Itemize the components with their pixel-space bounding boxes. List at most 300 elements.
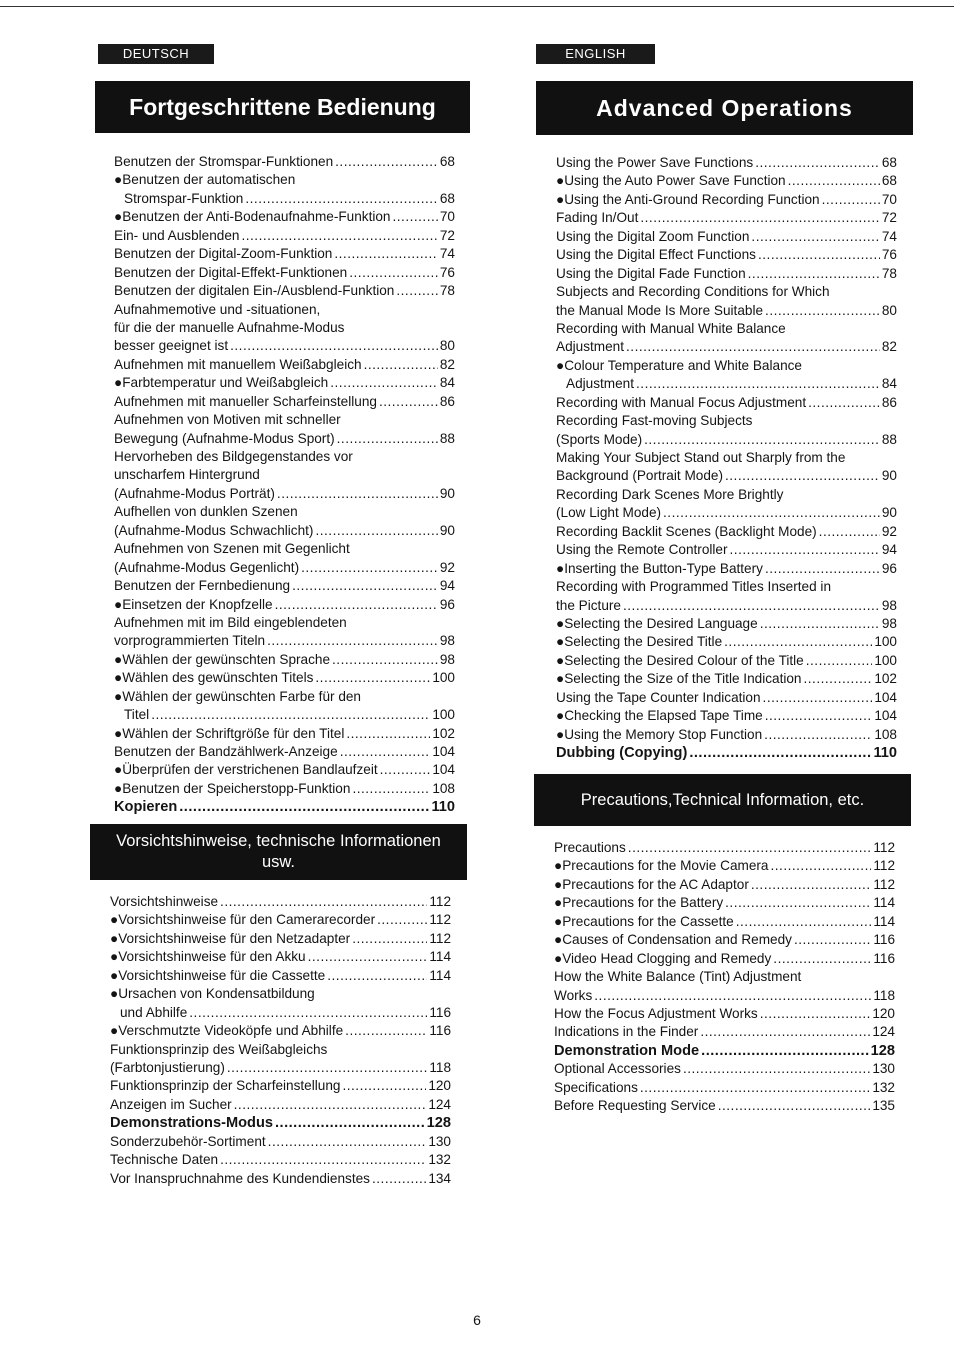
toc-entry-label: Recording Backlit Scenes (Backlight Mode) (556, 523, 817, 539)
toc-entry (114, 466, 455, 484)
toc-entry (556, 431, 897, 449)
toc-leader-dots (230, 337, 438, 355)
toc-entry (554, 857, 895, 875)
toc-leader-dots (332, 651, 438, 669)
toc-entry-page: 74 (439, 246, 455, 262)
toc-leader-dots (340, 743, 431, 761)
toc-entry (114, 780, 455, 798)
toc-entry (556, 246, 897, 264)
toc-entry-page: 132 (428, 1152, 451, 1168)
toc-entry-page: 124 (428, 1096, 451, 1112)
toc-leader-dots (241, 227, 437, 245)
toc-entry-label: Demonstration Mode (554, 1042, 700, 1059)
toc-entry-label: How the Focus Adjustment Works (554, 1005, 758, 1021)
toc-entry-page: 128 (426, 1115, 451, 1132)
toc-entry-label: Kopieren (114, 799, 178, 816)
toc-entry (554, 931, 895, 949)
toc-entry-page: 112 (873, 858, 895, 874)
toc-entry-page: 100 (432, 707, 455, 723)
toc-leader-dots (808, 394, 880, 412)
toc-entry (556, 172, 897, 190)
toc-entry-label: ●Selecting the Size of the Title Indication (556, 671, 802, 687)
english-toc-precautions (554, 839, 895, 1116)
toc-entry-label: besser geeignet ist (114, 338, 229, 354)
toc-entry (114, 725, 455, 743)
toc-leader-dots (379, 393, 438, 411)
toc-entry-label: Specifications (554, 1079, 638, 1095)
toc-leader-dots (636, 375, 880, 393)
toc-leader-dots (748, 265, 880, 283)
toc-entry-label: Fading In/Out (556, 210, 639, 226)
toc-entry-label: Using the Tape Counter Indication (556, 689, 761, 705)
toc-leader-dots (377, 911, 427, 929)
toc-entry (556, 560, 897, 578)
toc-entry-label: ●Using the Memory Stop Function (556, 726, 763, 742)
toc-leader-dots (335, 153, 438, 171)
toc-entry (556, 209, 897, 227)
toc-entry-page: 104 (432, 744, 455, 759)
toc-entry-label: Funktionsprinzip des Weißabgleichs (110, 1041, 328, 1057)
toc-entry-label: Benutzen der Stromspar-Funktionen (114, 154, 334, 169)
toc-leader-dots (644, 431, 880, 449)
toc-entry-page: 90 (439, 522, 455, 538)
toc-entry-page: 94 (881, 542, 897, 558)
toc-entry-page: 76 (439, 264, 455, 280)
toc-entry-page: 72 (881, 210, 897, 226)
toc-entry-page: 82 (439, 356, 455, 372)
toc-entry (554, 1079, 895, 1097)
toc-entry-label: ●Selecting the Desired Title (556, 634, 723, 650)
toc-entry-page: 114 (429, 949, 451, 965)
toc-leader-dots (770, 857, 871, 875)
toc-entry (556, 154, 897, 172)
toc-entry-label: ●Checking the Elapsed Tape Time (556, 708, 763, 724)
toc-entry-page: 110 (431, 799, 455, 816)
toc-leader-dots (327, 967, 427, 985)
toc-entry-label: Recording Fast-moving Subjects (556, 413, 753, 429)
toc-entry-label: für die der manuelle Aufnahme-Modus (114, 319, 345, 335)
toc-entry-page: 135 (872, 1098, 895, 1114)
toc-leader-dots (277, 485, 438, 503)
toc-entry-label: ●Precautions for the Battery (554, 895, 724, 911)
toc-entry-page: 78 (881, 265, 897, 281)
toc-entry-label: ●Benutzen der Anti-Bodenaufnahme-Funktion (114, 209, 391, 225)
toc-entry (556, 707, 897, 725)
toc-entry-label: Vorsichtshinweise (110, 894, 219, 909)
toc-entry-page: 114 (873, 895, 895, 911)
toc-entry-label: Recording with Manual White Balance (556, 320, 786, 336)
toc-entry (110, 1170, 451, 1188)
toc-leader-dots (308, 948, 428, 966)
toc-entry-page: 84 (881, 376, 897, 392)
toc-entry (556, 320, 897, 338)
german-section-title: Fortgeschrittene Bedienung (95, 81, 470, 133)
toc-entry-label: Dubbing (Copying) (556, 745, 688, 761)
toc-entry-label: unscharfem Hintergrund (114, 467, 260, 483)
toc-entry (556, 467, 897, 485)
toc-entry-page: 118 (873, 987, 895, 1003)
toc-leader-dots (315, 522, 437, 540)
toc-leader-dots (594, 987, 871, 1005)
toc-entry-label: Before Requesting Service (554, 1098, 716, 1114)
toc-leader-dots (352, 780, 430, 798)
toc-entry-label: (Aufnahme-Modus Porträt) (114, 485, 275, 501)
toc-entry-page: 100 (432, 670, 455, 686)
toc-entry-page: 72 (439, 227, 455, 243)
toc-entry-page: 108 (432, 780, 455, 796)
toc-leader-dots (380, 761, 431, 779)
toc-entry (554, 1060, 895, 1078)
toc-entry (556, 744, 897, 762)
toc-entry (114, 669, 455, 687)
toc-entry (556, 283, 897, 301)
english-precautions-title: Precautions,Technical Information, etc. (534, 774, 911, 826)
toc-leader-dots (372, 1170, 426, 1188)
toc-entry (114, 485, 455, 503)
toc-entry (556, 486, 897, 504)
toc-entry-page: 130 (872, 1061, 895, 1077)
toc-entry-page: 92 (439, 559, 455, 575)
toc-entry-label: ●Causes of Condensation and Remedy (554, 932, 792, 948)
toc-entry-label: Benutzen der Fernbedienung (114, 578, 291, 594)
toc-entry-label: Adjustment (566, 376, 635, 392)
toc-leader-dots (764, 726, 872, 744)
toc-entry-page: 120 (428, 1078, 451, 1094)
toc-leader-dots (349, 264, 438, 282)
toc-entry-label: Ein- und Ausblenden (114, 227, 240, 243)
toc-entry-label: ●Vorsichtshinweise für den Akku (110, 949, 306, 965)
toc-leader-dots (275, 596, 438, 614)
toc-leader-dots (806, 652, 873, 670)
toc-entry (110, 1114, 451, 1132)
toc-entry-label: Titel (124, 707, 150, 723)
toc-entry (114, 374, 455, 392)
toc-entry-label: Indications in the Finder (554, 1024, 699, 1040)
toc-entry (556, 597, 897, 615)
toc-entry-label: Stromspar-Funktion (124, 190, 244, 206)
toc-leader-dots (765, 707, 873, 725)
toc-entry-label: Bewegung (Aufnahme-Modus Sport) (114, 430, 335, 446)
toc-entry-label: Benutzen der digitalen Ein-/Ausblend-Funktion (114, 283, 395, 299)
toc-leader-dots (760, 1005, 871, 1023)
toc-entry (114, 559, 455, 577)
toc-leader-dots (179, 798, 429, 816)
toc-entry-page: 130 (428, 1133, 451, 1149)
toc-entry (556, 726, 897, 744)
toc-entry (110, 911, 451, 929)
toc-leader-dots (819, 523, 880, 541)
toc-entry (110, 985, 451, 1003)
toc-entry-label: (Aufnahme-Modus Gegenlicht) (114, 559, 300, 575)
toc-entry-page: 80 (881, 302, 897, 318)
toc-entry (110, 967, 451, 985)
toc-entry-label: ●Vorsichtshinweise für den Camerarecorder (110, 912, 376, 928)
toc-leader-dots (773, 950, 871, 968)
toc-entry (554, 968, 895, 986)
toc-entry-page: 108 (874, 726, 897, 742)
toc-entry (554, 987, 895, 1005)
toc-entry-page: 94 (439, 578, 455, 594)
toc-entry-page: 102 (874, 671, 897, 687)
toc-entry-label: Aufnahmemotive und -situationen, (114, 301, 321, 317)
english-section-title: Advanced Operations (536, 81, 913, 135)
toc-entry-label: ●Wählen der gewünschten Farbe für den (114, 688, 361, 704)
toc-leader-dots (315, 669, 430, 687)
toc-entry (110, 1077, 451, 1095)
toc-leader-dots (640, 1079, 870, 1097)
toc-entry-page: 70 (881, 191, 897, 207)
toc-entry (554, 839, 895, 857)
toc-entry-page: 118 (429, 1059, 451, 1075)
toc-entry-label: Using the Remote Controller (556, 542, 728, 558)
toc-entry-label: ●Benutzen der Speicherstopp-Funktion (114, 780, 351, 796)
toc-entry-label: ●Selecting the Desired Colour of the Title (556, 652, 804, 668)
toc-entry-page: 112 (873, 840, 895, 855)
toc-entry-label: ●Precautions for the AC Adaptor (554, 876, 749, 892)
toc-entry (114, 319, 455, 337)
toc-entry-page: 82 (881, 339, 897, 355)
toc-entry (556, 689, 897, 707)
toc-entry (554, 1023, 895, 1041)
toc-entry-page: 128 (870, 1042, 895, 1059)
toc-entry (110, 893, 451, 911)
toc-entry-page: 84 (439, 375, 455, 391)
toc-leader-dots (234, 1096, 427, 1114)
toc-entry-page: 86 (439, 393, 455, 409)
toc-entry-label: Aufnehmen mit im Bild eingeblendeten (114, 614, 347, 630)
toc-entry-page: 74 (881, 228, 897, 244)
toc-entry (114, 761, 455, 779)
toc-entry (110, 1151, 451, 1169)
toc-entry-label: ●Verschmutzte Videoköpfe und Abhilfe (110, 1023, 344, 1039)
toc-entry (556, 265, 897, 283)
toc-entry-page: 92 (881, 523, 897, 539)
toc-entry-page: 68 (881, 173, 897, 189)
toc-leader-dots (804, 670, 873, 688)
toc-entry (554, 950, 895, 968)
toc-entry-label: Using the Digital Fade Function (556, 265, 746, 281)
toc-entry (110, 1096, 451, 1114)
toc-entry-page: 88 (881, 431, 897, 447)
toc-entry-label: ●Colour Temperature and White Balance (556, 357, 802, 373)
toc-entry-label: (Aufnahme-Modus Schwachlicht) (114, 522, 314, 538)
toc-entry-page: 120 (872, 1005, 895, 1021)
toc-entry (554, 1005, 895, 1023)
toc-entry (554, 1042, 895, 1060)
toc-entry-page: 116 (429, 1004, 451, 1020)
toc-entry-label: (Farbtonjustierung) (110, 1059, 225, 1075)
toc-entry-page: 98 (881, 615, 897, 631)
page-number: 6 (473, 1312, 481, 1328)
toc-entry (556, 375, 897, 393)
toc-entry (114, 282, 455, 300)
toc-entry (114, 301, 455, 319)
toc-leader-dots (755, 154, 880, 172)
toc-entry-label: ●Vorsichtshinweise für die Cassette (110, 967, 326, 983)
toc-leader-dots (292, 577, 438, 595)
toc-entry-page: 98 (881, 597, 897, 613)
toc-leader-dots (718, 1097, 871, 1115)
toc-entry-label: ●Video Head Clogging and Remedy (554, 950, 772, 966)
toc-entry (114, 688, 455, 706)
toc-leader-dots (730, 541, 880, 559)
toc-entry-label: Demonstrations-Modus (110, 1115, 273, 1132)
toc-entry (114, 430, 455, 448)
toc-entry (556, 412, 897, 430)
toc-entry-label: the Manual Mode Is More Suitable (556, 302, 764, 318)
toc-entry-label: Subjects and Recording Conditions for Which (556, 284, 830, 300)
toc-entry-page: 68 (439, 154, 455, 169)
toc-entry-label: Aufhellen von dunklen Szenen (114, 504, 298, 520)
toc-leader-dots (364, 356, 438, 374)
toc-entry (110, 1022, 451, 1040)
toc-entry-label: Using the Digital Zoom Function (556, 228, 750, 244)
toc-entry-label: Aufnehmen mit manuellem Weißabgleich (114, 356, 362, 372)
toc-entry-label: Aufnehmen mit manueller Scharfeinstellung (114, 393, 377, 409)
toc-entry-page: 114 (873, 913, 895, 929)
toc-entry-label: Optional Accessories (554, 1061, 681, 1077)
toc-entry-page: 68 (439, 190, 455, 206)
toc-entry (110, 948, 451, 966)
toc-entry-label: Making Your Subject Stand out Sharply from the (556, 450, 846, 465)
toc-leader-dots (245, 190, 438, 208)
toc-entry-label: Aufnehmen von Motiven mit schneller (114, 412, 341, 428)
toc-leader-dots (663, 504, 880, 522)
toc-entry-label: Benutzen der Digital-Zoom-Funktion (114, 246, 333, 262)
toc-leader-dots (268, 1133, 427, 1151)
toc-entry-page: 110 (873, 745, 897, 761)
toc-leader-dots (275, 1114, 425, 1132)
toc-entry-label: Recording with Programmed Titles Inserted in (556, 579, 832, 595)
toc-leader-dots (701, 1042, 869, 1060)
toc-entry-label: Anzeigen im Sucher (110, 1096, 232, 1112)
toc-entry (554, 894, 895, 912)
toc-entry-label: Using the Power Save Functions (556, 155, 754, 170)
toc-entry-page: 132 (872, 1079, 895, 1095)
toc-entry (556, 302, 897, 320)
toc-leader-dots (794, 931, 871, 949)
toc-leader-dots (751, 228, 879, 246)
toc-entry-page: 80 (439, 338, 455, 354)
toc-leader-dots (758, 246, 880, 264)
toc-entry-page: 102 (432, 725, 455, 741)
toc-entry (556, 578, 897, 596)
toc-entry (114, 614, 455, 632)
toc-entry (110, 1004, 451, 1022)
toc-leader-dots (220, 893, 427, 911)
toc-entry-label: Recording Dark Scenes More Brightly (556, 486, 784, 502)
toc-entry-label: Benutzen der Bandzählwerk-Anzeige (114, 744, 338, 759)
toc-entry-page: 116 (873, 950, 895, 966)
toc-entry (556, 670, 897, 688)
toc-entry (114, 522, 455, 540)
toc-leader-dots (301, 559, 438, 577)
toc-entry (114, 153, 455, 171)
toc-entry (110, 1133, 451, 1151)
toc-entry (556, 615, 897, 633)
toc-entry-label: ●Wählen des gewünschten Titels (114, 670, 314, 686)
toc-entry-label: Adjustment (556, 339, 625, 355)
toc-entry (114, 264, 455, 282)
toc-entry (114, 596, 455, 614)
german-toc-advanced (114, 153, 455, 817)
toc-leader-dots (760, 615, 880, 633)
toc-leader-dots (623, 597, 880, 615)
toc-entry-page: 112 (429, 894, 451, 909)
toc-entry (114, 743, 455, 761)
toc-leader-dots (640, 209, 880, 227)
toc-entry (556, 394, 897, 412)
toc-entry-label: vorprogrammierten Titeln (114, 633, 266, 649)
toc-entry-page: 134 (428, 1170, 451, 1186)
toc-entry-page: 70 (439, 209, 455, 225)
toc-leader-dots (765, 302, 880, 320)
toc-entry-page: 78 (439, 283, 455, 299)
toc-entry (110, 930, 451, 948)
toc-entry (556, 191, 897, 209)
toc-entry (114, 411, 455, 429)
toc-leader-dots (334, 245, 438, 263)
toc-entry (114, 632, 455, 650)
toc-entry (554, 913, 895, 931)
toc-leader-dots (751, 876, 871, 894)
german-precautions-title: Vorsichtshinweise, technische Informationen usw. (90, 824, 467, 880)
toc-entry-page: 68 (881, 155, 897, 170)
toc-entry-page: 88 (439, 430, 455, 446)
toc-entry-label: ●Selecting the Desired Language (556, 615, 758, 631)
language-tag-german: DEUTSCH (98, 44, 214, 64)
toc-entry-label: ●Überprüfen der verstrichenen Bandlaufzeit (114, 762, 378, 778)
toc-leader-dots (345, 1022, 427, 1040)
toc-leader-dots (227, 1059, 427, 1077)
toc-entry-label: und Abhilfe (120, 1004, 188, 1020)
toc-leader-dots (822, 191, 880, 209)
toc-entry (556, 504, 897, 522)
toc-entry-page: 90 (881, 505, 897, 521)
toc-leader-dots (765, 560, 880, 578)
toc-leader-dots (683, 1060, 870, 1078)
toc-entry-label: ●Precautions for the Cassette (554, 913, 734, 929)
toc-entry-page: 90 (881, 468, 897, 484)
toc-entry-label: ●Einsetzen der Knopfzelle (114, 596, 273, 612)
toc-leader-dots (337, 430, 438, 448)
toc-entry-page: 104 (874, 689, 897, 705)
english-toc-advanced (556, 154, 897, 762)
toc-entry-label: the Picture (556, 597, 621, 613)
toc-entry-label: ●Farbtemperatur und Weißabgleich (114, 375, 329, 391)
toc-entry-label: ●Ursachen von Kondensatbildung (110, 986, 315, 1002)
toc-entry-page: 116 (873, 932, 895, 948)
toc-entry-page: 98 (439, 651, 455, 667)
toc-entry-label: Vor Inanspruchnahme des Kundendienstes (110, 1170, 370, 1186)
toc-leader-dots (736, 913, 872, 931)
toc-entry-label: Aufnehmen von Szenen mit Gegenlicht (114, 541, 350, 557)
toc-leader-dots (700, 1023, 870, 1041)
toc-entry (114, 356, 455, 374)
toc-entry-label: ●Inserting the Button-Type Battery (556, 560, 763, 576)
toc-leader-dots (189, 1004, 427, 1022)
toc-leader-dots (151, 706, 430, 724)
toc-entry-label: Recording with Manual Focus Adjustment (556, 394, 807, 410)
toc-entry (556, 338, 897, 356)
toc-leader-dots (724, 633, 872, 651)
toc-entry-page: 96 (439, 596, 455, 612)
toc-leader-dots (352, 930, 427, 948)
toc-leader-dots (725, 467, 880, 485)
toc-leader-dots (626, 338, 880, 356)
toc-leader-dots (342, 1077, 426, 1095)
toc-leader-dots (689, 744, 871, 762)
